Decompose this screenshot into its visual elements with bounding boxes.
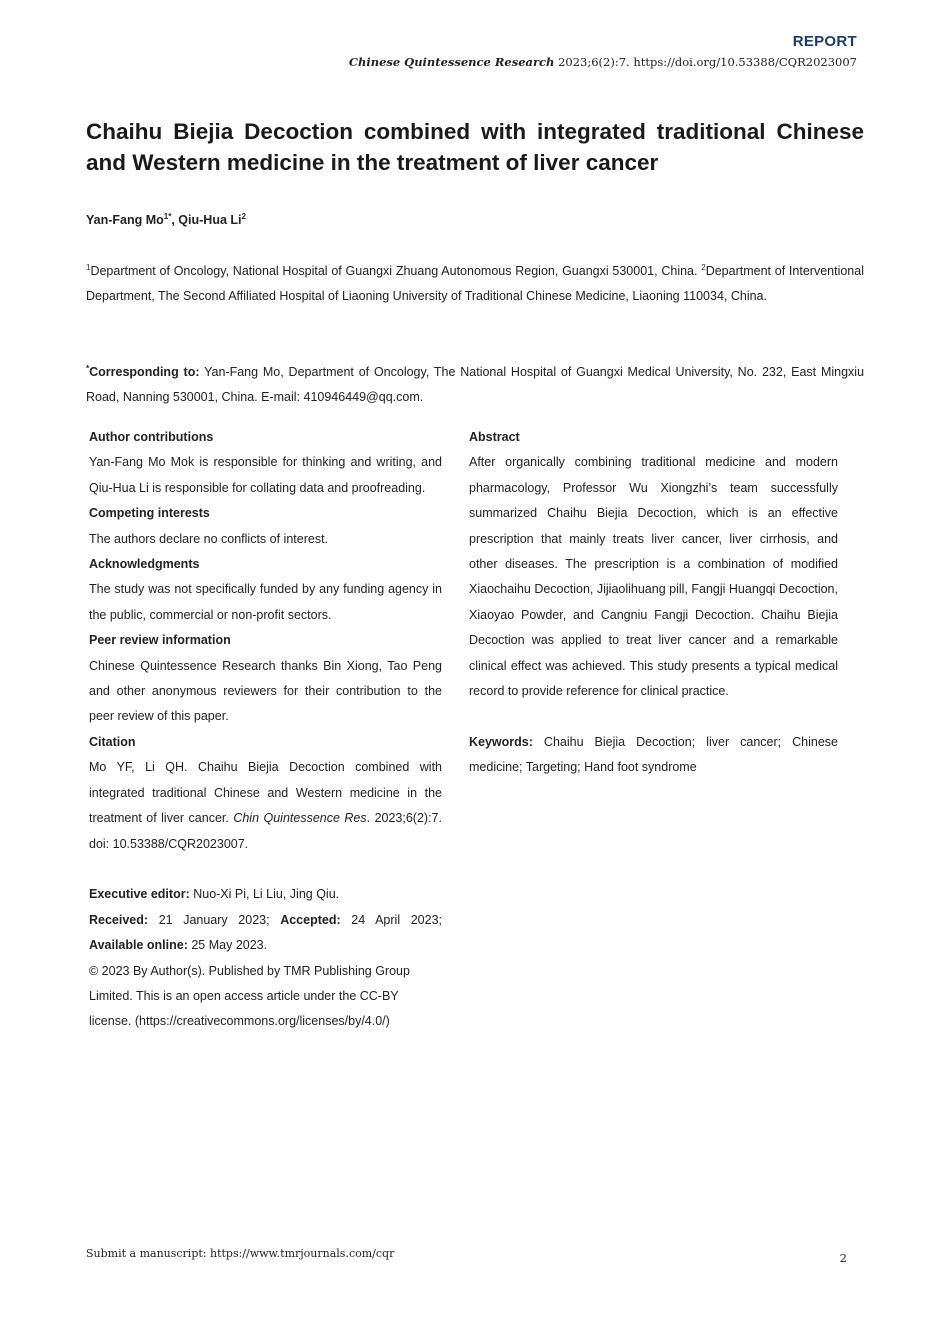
online-date: 25 May 2023. [191, 938, 268, 953]
keywords-text: Chaihu Biejia Decoction; liver cancer; Chinese medicine; Targeting; Hand foot syndrome [469, 734, 838, 775]
journal-citation-suffix: 2023;6(2):7. https://doi.org/10.53388/CQR2023007 [558, 55, 857, 69]
author-list: Yan-Fang $Mo^{1*}$, Qiu-Hua Li$^2$ [86, 212, 246, 228]
article-title: Chaihu Biejia Decoction combined with integrated traditional Chinese and Western medicine in the treatment of liver cancer [86, 119, 864, 175]
author-contributions-heading: Author contributions [89, 430, 214, 444]
acknowledgments-heading: Acknowledgments [89, 557, 200, 572]
keywords-label: Keywords: [469, 734, 533, 749]
abstract-heading: Abstract [469, 430, 520, 444]
accepted-date: 24 April 2023; [351, 912, 442, 927]
footer-submit-link[interactable]: Submit a manuscript: https://www.tmrjournals.com/cqr [86, 1247, 395, 1260]
author-superscript: 2 [241, 212, 246, 221]
affiliation-number: 2 [701, 262, 706, 272]
dates [89, 908, 442, 959]
affiliation-text: Department of Interventional Department, The Second Affiliated Hospital of Liaoning University of Traditional Chinese Medicine, Liaoning 110034, China. [86, 264, 864, 304]
received-date: 21 January 2023; [158, 912, 270, 927]
copyright-line: © 2023 By Author(s). Published by TMR Publishing Group [89, 963, 410, 978]
keywords [469, 730, 838, 781]
citation-text-main: Mo YF, Li QH. Chaihu Biejia Decoction combined with integrated traditional Chinese and Western medicine in the treatment of liver cancer. [89, 760, 442, 826]
competing-interests-text: The authors declare no conflicts of interest. [89, 531, 329, 546]
journal-citation-line [349, 55, 857, 69]
accepted-label: Accepted: [280, 912, 341, 927]
affiliation-number: 1 [86, 262, 91, 272]
copyright-line: Limited. This is an open access article under the CC-BY [89, 988, 399, 1003]
affiliation-text: Department of Oncology, National Hospital of Guangxi Zhuang Autonomous Region, Guangxi 530001, China. [90, 264, 698, 278]
author-name: Yan-Fang Mo [86, 213, 164, 228]
editor-names: Nuo-Xi Pi, Li Liu, Jing Qiu. [193, 887, 340, 902]
report-label: REPORT [792, 33, 857, 50]
abstract-column [469, 425, 838, 781]
received-label: Received: [89, 912, 149, 927]
abstract-text: After organically combining traditional medicine and modern pharmacology, Professor Wu Xiongzhi’s team successfully summarized Chaihu Biejia Decoction, which is an effective prescription that mainly treats liver cancer, liver cirrhosis, and other diseases. The prescription is a combination of modified Xiaochaihu Decoction, Jijiaolihuang pill, Fangji Huangqi Decoction, Xiaoyao Powder, and Cangniu Fangji Decoction. Chaihu Biejia Decoction was applied to treat liver cancer and a remarkable clinical effect was achieved. This study presents a typical medical record to provide reference for clinical practice. [469, 455, 838, 699]
peer-review-heading: Peer review information [89, 633, 231, 648]
editor-label: Executive editor: [89, 887, 190, 902]
correspondence-text: Yan-Fang Mo, Department of Oncology, The National Hospital of Guangxi Medical University, No. 232, East Mingxiu Road, Nanning 530001, China. E-mail: 410946449@qq.com. [86, 365, 865, 405]
correspondence-label: Corresponding to: [89, 365, 200, 379]
executive-editor [89, 882, 442, 907]
author-contributions-text: Yan-Fang Mo Mok is responsible for thinking and writing, and Qiu-Hua Li is responsible for collating data and proofreading. [89, 455, 442, 495]
acknowledgments-text: The study was not specifically funded by any funding agency in the public, commercial or non-profit sectors. [89, 582, 442, 622]
author-name: Qiu-Hua Li [178, 213, 242, 228]
peer-review-text: Chinese Quintessence Research thanks Bin Xiong, Tao Peng and other anonymous reviewers for their contribution to the peer review of this paper. [89, 658, 442, 724]
affiliations [86, 259, 864, 310]
article-info-column [89, 425, 442, 1035]
citation-journal-abbrev: Chin Quintessence Res [233, 811, 367, 826]
copyright-line: license. (https://creativecommons.org/licenses/by/4.0/) [89, 1014, 390, 1029]
online-label: Available online: [89, 938, 188, 953]
page-number: 2 [839, 1251, 847, 1265]
competing-interests-heading: Competing interests [89, 506, 210, 521]
author-superscript: 1* [163, 212, 172, 221]
spacer [469, 704, 838, 729]
correspondence-star: * [86, 363, 90, 373]
journal-name: Chinese Quintessence Research [348, 55, 555, 69]
spacer [89, 857, 442, 882]
citation-heading: Citation [89, 734, 136, 749]
citation-text-doi: . 2023;6(2):7. doi: 10.53388/CQR2023007. [89, 811, 442, 851]
citation-text [89, 755, 442, 857]
correspondence [86, 360, 864, 411]
